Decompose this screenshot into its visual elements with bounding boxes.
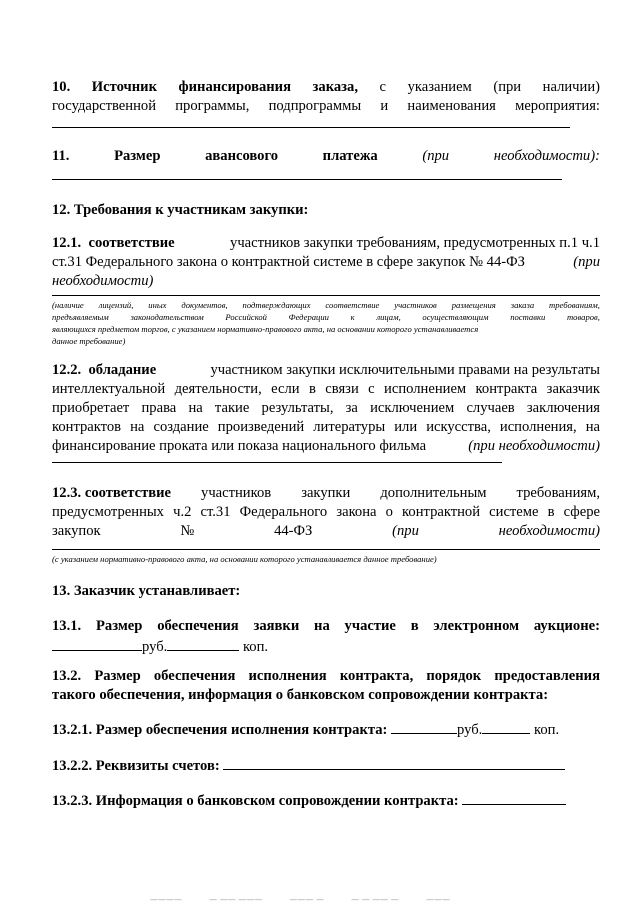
- section-12-3-fill-line[interactable]: [52, 549, 600, 550]
- section-12-title: 12. Требования к участникам закупки:: [52, 202, 309, 218]
- section-13-2: 13.2. Размер обеспечения исполнения контракта, порядок предоставления такого обеспечения, информация о банковском сопровождении контракта:: [52, 668, 600, 703]
- deposit-rub-field[interactable]: [52, 636, 142, 651]
- section-13-title: 13. Заказчик устанавливает:: [52, 583, 241, 599]
- section-10: [52, 78, 600, 116]
- section-13-2-2: 13.2.2. Реквизиты счетов:: [52, 755, 600, 776]
- deposit-kop-field[interactable]: [167, 636, 239, 651]
- section-12-2: 12.2. обладание участником закупки исключительными правами на результаты интеллектуальной деятельности, если в связи с исполнением контракта заказчик приобретает права на такие результаты, за исключением случаев заключения контрактов на создание произведений литературы или искусства, исполнения, на финансирование проката или показа национального фильма (при необходимости): [52, 362, 600, 454]
- accounts-field[interactable]: [223, 755, 565, 770]
- bank-support-field[interactable]: [462, 790, 566, 805]
- guarantee-rub-field[interactable]: [391, 719, 457, 734]
- section-12-3-note: (с указанием нормативно-правового акта, на основании которого устанавливается данное требование): [52, 554, 437, 564]
- section-10-number: 10.: [52, 79, 71, 95]
- section-12-1: 12.1. соответствие участников закупки требованиям, предусмотренных п.1 ч.1 ст.31 Федерального закона о контрактной системе в сфере закупок № 44-ФЗ (при необходимости): [52, 235, 600, 289]
- section-11: 11. Размер авансового платежа (при необходимости):: [52, 148, 600, 164]
- section-12-3: 12.3. соответствие участников закупки дополнительным требованиям, предусмотренных ч.2 ст.31 Федерального закона о контрактной системе в сфере закупок № 44-ФЗ (при необходимости): [52, 485, 600, 539]
- guarantee-kop-field[interactable]: [482, 719, 530, 734]
- section-13-2-3: 13.2.3. Информация о банковском сопровождении контракта:: [52, 790, 600, 811]
- section-12-1-note: (наличие лицензий, иных документов, подтверждающих соответствие участников размещения заказа требованиям, предъявляемым законодательством Российской Федерации к лицам, осуществляющим поставки товаров, являющихся предметом торгов, с указанием нормативно-правового акта, на основании которого устанавливается данное требование): [52, 300, 600, 346]
- section-11-fill-line[interactable]: [52, 179, 562, 180]
- footer-marks: ———— — —— ——— ——— — — — —— — ———: [150, 895, 450, 904]
- section-10-fill-line[interactable]: [52, 127, 570, 128]
- section-13-2-1: 13.2.1. Размер обеспечения исполнения контракта: руб. коп.: [52, 719, 600, 740]
- section-10-line-2: государственной программы, подпрограммы и наименования мероприятия:: [52, 98, 600, 114]
- section-12-1-fill-line[interactable]: [52, 295, 600, 296]
- section-13-1: 13.1. Размер обеспечения заявки на участие в электронном аукционе: руб. коп.: [52, 618, 600, 655]
- section-12-2-fill-line[interactable]: [52, 462, 502, 463]
- section-10-line-1: 10. Источник финансирования заказа, с указанием (при наличии): [52, 79, 600, 95]
